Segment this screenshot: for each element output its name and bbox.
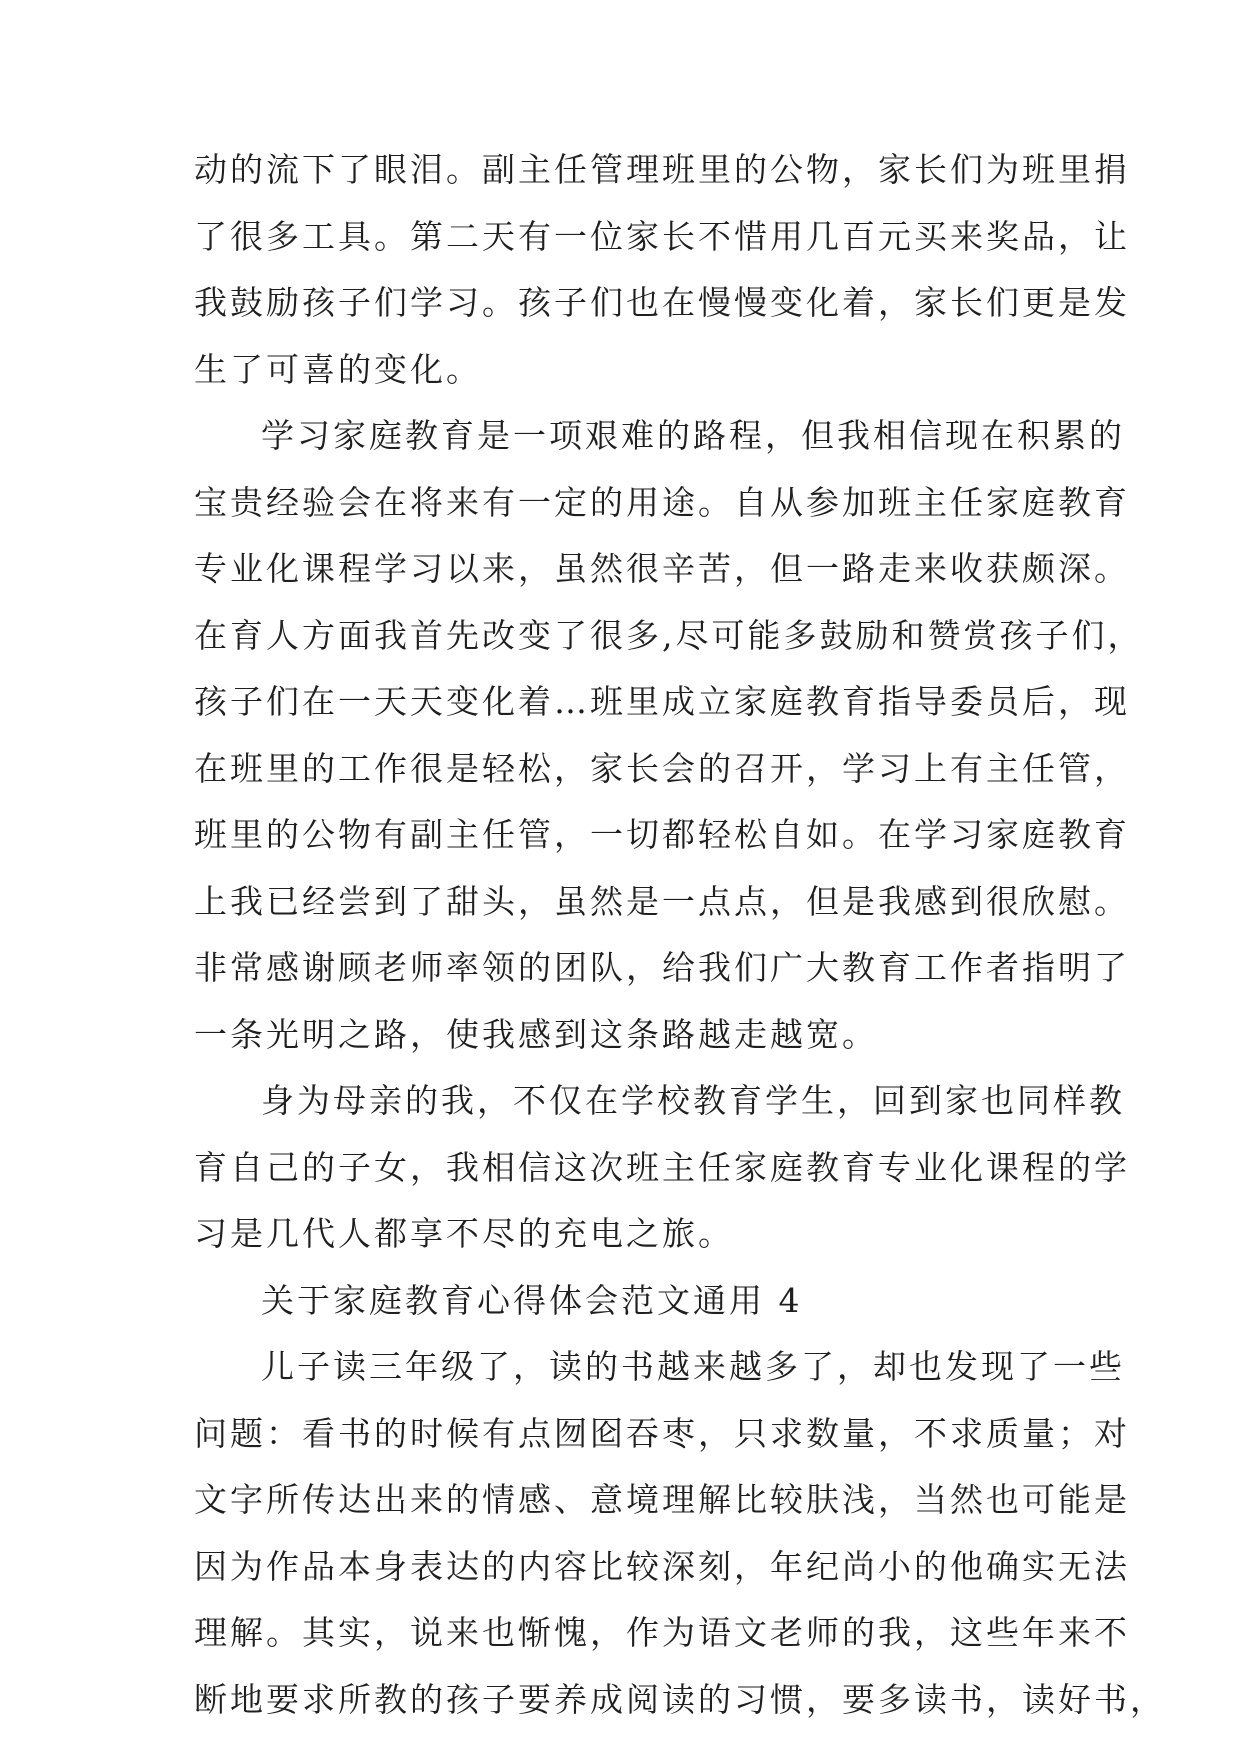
text-line: 身为母亲的我，不仅在学校教育学生，回到家也同样教 — [261, 1081, 1125, 1120]
text-line: 动的流下了眼泪。副主任管理班里的公物，家长们为班里捐 — [194, 150, 1130, 189]
text-line: 了很多工具。第二天有一位家长不惜用几百元买来奖品，让 — [194, 216, 1130, 256]
text-line: 我鼓励孩子们学习。孩子们也在慢慢变化着，家长们更是发 — [194, 283, 1130, 322]
text-line: 孩子们在一天天变化着…班里成立家庭教育指导委员后，现 — [194, 682, 1130, 721]
text-line: 理解。其实，说来也惭愧，作为语文老师的我，这些年来不 — [194, 1613, 1130, 1652]
text-line: 学习家庭教育是一项艰难的路程，但我相信现在积累的 — [261, 416, 1125, 455]
text-line: 上我已经尝到了甜头，虽然是一点点，但是我感到很欣慰。 — [194, 881, 1130, 921]
text-line: 因为作品本身表达的内容比较深刻，年纪尚小的他确实无法 — [194, 1546, 1130, 1586]
text-line: 文字所传达出来的情感、意境理解比较肤浅，当然也可能是 — [194, 1480, 1130, 1519]
text-line: 宝贵经验会在将来有一定的用途。自从参加班主任家庭教育 — [194, 482, 1130, 522]
text-line: 儿子读三年级了，读的书越来越多了，却也发现了一些 — [261, 1347, 1125, 1386]
text-line: 问题：看书的时候有点囫囵吞枣，只求数量，不求质量；对 — [194, 1413, 1130, 1453]
text-line: 习是几代人都享不尽的充电之旅。 — [194, 1214, 734, 1253]
document-body — [194, 137, 1166, 1733]
text-line: 在班里的工作很是轻松，家长会的召开，学习上有主任管， — [194, 748, 1130, 788]
text-line: 育自己的子女，我相信这次班主任家庭教育专业化课程的学 — [194, 1147, 1130, 1187]
section-heading: 关于家庭教育心得体会范文通用 4 — [261, 1280, 803, 1320]
text-line: 生了可喜的变化。 — [194, 349, 482, 389]
text-line: 断地要求所教的孩子要养成阅读的习惯，要多读书，读好书， — [194, 1679, 1166, 1719]
text-line: 在育人方面我首先改变了很多,尽可能多鼓励和赞赏孩子们， — [194, 615, 1144, 655]
text-line: 一条光明之路，使我感到这条路越走越宽。 — [194, 1014, 878, 1054]
text-line: 专业化课程学习以来，虽然很辛苦，但一路走来收获颇深。 — [194, 549, 1130, 588]
text-line: 班里的公物有副主任管，一切都轻松自如。在学习家庭教育 — [194, 815, 1130, 854]
text-line: 非常感谢顾老师率领的团队，给我们广大教育工作者指明了 — [194, 948, 1130, 987]
